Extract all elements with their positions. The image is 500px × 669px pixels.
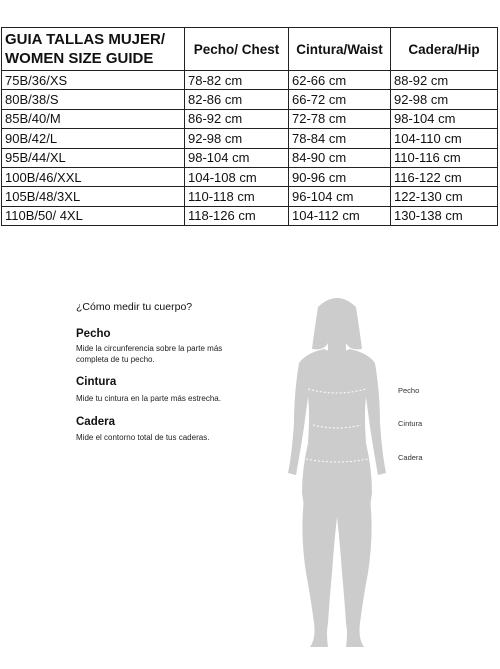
cintura-heading: Cintura: [76, 376, 117, 388]
pecho-description-line2: completa de tu pecho.: [76, 355, 155, 364]
cell-chest: 82-86 cm: [185, 90, 289, 109]
table-row: [2, 167, 498, 186]
cell-chest: 78-82 cm: [185, 71, 289, 90]
table-row: [2, 129, 498, 148]
cell-size: 100B/46/XXL: [2, 167, 185, 186]
cintura-description: Mide tu cintura en la parte más estrecha.: [76, 394, 221, 403]
cell-chest: 104-108 cm: [185, 167, 289, 186]
cell-chest: 98-104 cm: [185, 148, 289, 167]
pecho-heading: Pecho: [76, 328, 111, 340]
table-row: [2, 148, 498, 167]
column-header-waist: Cintura/Waist: [289, 28, 391, 71]
table-row: [2, 71, 498, 90]
cell-hip: 116-122 cm: [391, 167, 498, 186]
cell-waist: 62-66 cm: [289, 71, 391, 90]
cell-size: 80B/38/S: [2, 90, 185, 109]
cell-size: 90B/42/L: [2, 129, 185, 148]
cadera-heading: Cadera: [76, 416, 115, 428]
table-row: [2, 187, 498, 206]
figure-label-cadera: Cadera: [398, 453, 423, 462]
cell-waist: 84-90 cm: [289, 148, 391, 167]
pecho-description: [76, 343, 222, 365]
cell-size: 85B/40/M: [2, 109, 185, 128]
cell-size: 110B/50/ 4XL: [2, 206, 185, 225]
cell-hip: 130-138 cm: [391, 206, 498, 225]
table-title-line1: GUIA TALLAS MUJER/: [5, 31, 165, 48]
body-silhouette: [280, 293, 395, 653]
cell-hip: 110-116 cm: [391, 148, 498, 167]
table-row: [2, 109, 498, 128]
pecho-description-line1: Mide la circunferencia sobre la parte más: [76, 344, 223, 353]
cell-waist: 72-78 cm: [289, 109, 391, 128]
measure-question: ¿Cómo medir tu cuerpo?: [76, 301, 193, 313]
size-guide-table: [1, 27, 498, 226]
table-header-row: [2, 28, 498, 71]
cell-size: 75B/36/XS: [2, 71, 185, 90]
cell-size: 95B/44/XL: [2, 148, 185, 167]
cell-chest: 110-118 cm: [185, 187, 289, 206]
cell-chest: 92-98 cm: [185, 129, 289, 148]
table-row: [2, 206, 498, 225]
cell-waist: 78-84 cm: [289, 129, 391, 148]
cell-waist: 104-112 cm: [289, 206, 391, 225]
cell-hip: 92-98 cm: [391, 90, 498, 109]
cell-hip: 104-110 cm: [391, 129, 498, 148]
cell-waist: 96-104 cm: [289, 187, 391, 206]
figure-label-pecho: Pecho: [398, 386, 420, 395]
cell-waist: 90-96 cm: [289, 167, 391, 186]
cell-hip: 98-104 cm: [391, 109, 498, 128]
table-title-line2: WOMEN SIZE GUIDE: [5, 50, 154, 67]
cell-size: 105B/48/3XL: [2, 187, 185, 206]
silhouette-shape: [288, 298, 386, 647]
cadera-description: Mide el contorno total de tus caderas.: [76, 433, 210, 442]
cell-chest: 86-92 cm: [185, 109, 289, 128]
cell-hip: 122-130 cm: [391, 187, 498, 206]
table-title: [2, 28, 185, 71]
cell-waist: 66-72 cm: [289, 90, 391, 109]
cell-hip: 88-92 cm: [391, 71, 498, 90]
column-header-hip: Cadera/Hip: [391, 28, 498, 71]
cell-chest: 118-126 cm: [185, 206, 289, 225]
table-row: [2, 90, 498, 109]
figure-label-cintura: Cintura: [398, 419, 423, 428]
column-header-chest: Pecho/ Chest: [185, 28, 289, 71]
